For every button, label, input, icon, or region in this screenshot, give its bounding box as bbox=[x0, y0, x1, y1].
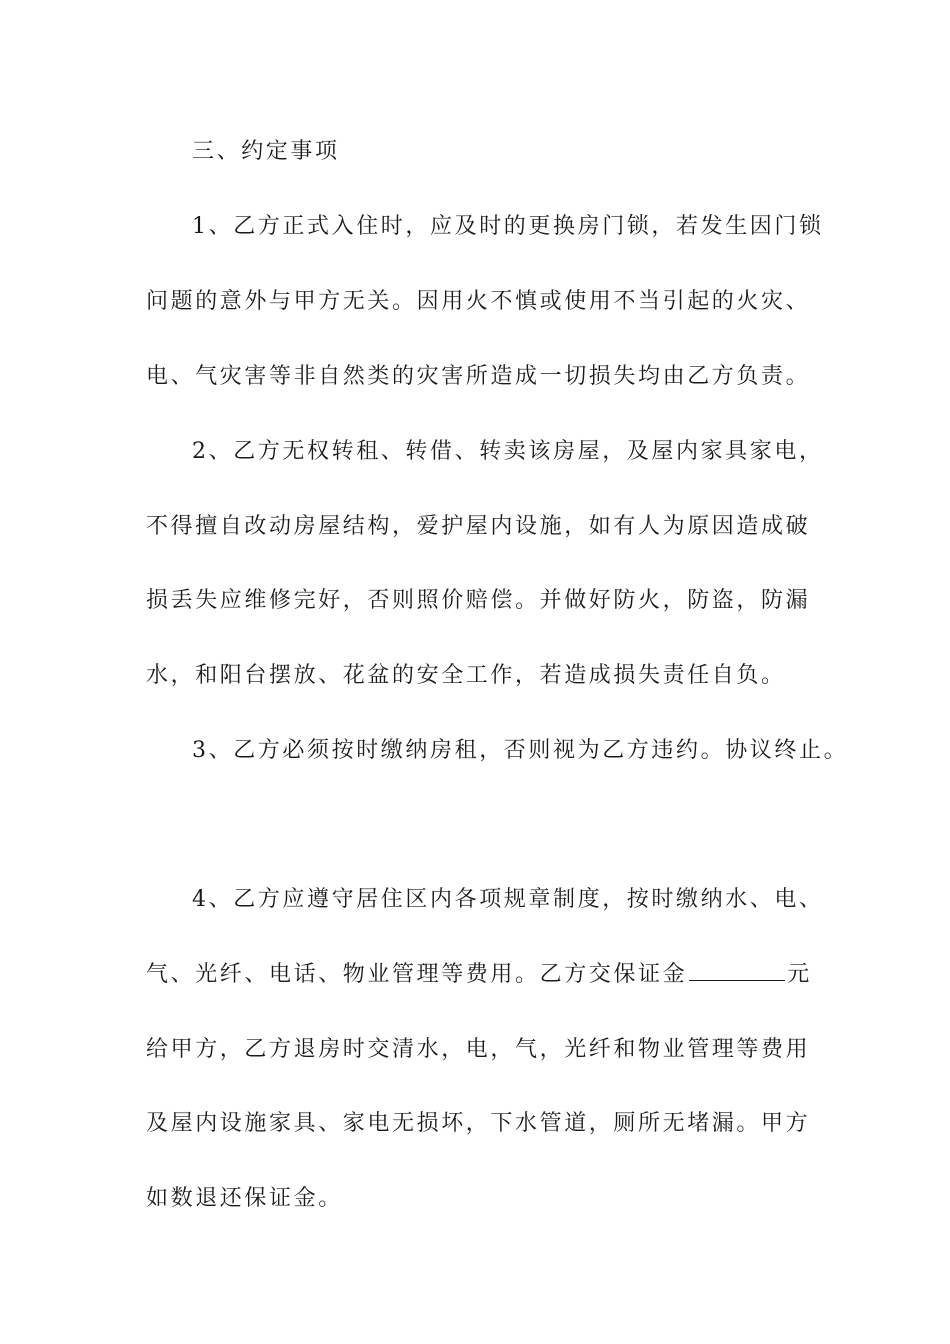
clause-2-line-2: 不得擅自改动房屋结构，爱护屋内设施，如有人为原因造成破 bbox=[146, 514, 811, 539]
clause-1-line-2: 问题的意外与甲方无关。因用火不慎或使用不当引起的火灾、 bbox=[146, 289, 811, 314]
clause-3-line-1: 3、乙方必须按时缴纳房租，否则视为乙方违约。协议终止。 bbox=[192, 738, 849, 763]
clause-4-line-5: 如数退还保证金。 bbox=[146, 1186, 343, 1211]
clause-2-line-4: 水，和阳台摆放、花盆的安全工作，若造成损失责任自负。 bbox=[146, 663, 786, 688]
deposit-amount-blank bbox=[689, 962, 785, 981]
section-heading: 三、约定事项 bbox=[192, 139, 340, 164]
clause-2-line-3: 损丢失应维修完好，否则照价赔偿。并做好防火，防盗，防漏 bbox=[146, 588, 811, 613]
clause-1-line-1: 1、乙方正式入住时，应及时的更换房门锁，若发生因门锁 bbox=[192, 214, 824, 239]
clause-1-line-3: 电、气灾害等非自然类的灾害所造成一切损失均由乙方负责。 bbox=[146, 364, 811, 389]
clause-2-line-1: 2、乙方无权转租、转借、转卖该房屋，及屋内家具家电， bbox=[192, 439, 824, 464]
clause-4-line-1: 4、乙方应遵守居住区内各项规章制度，按时缴纳水、电、 bbox=[192, 887, 824, 912]
clause-4-line-4: 及屋内设施家具、家电无损坏，下水管道，厕所无堵漏。甲方 bbox=[146, 1111, 811, 1136]
clause-4-line-3: 给甲方，乙方退房时交清水，电，气，光纤和物业管理等费用 bbox=[146, 1037, 811, 1062]
currency-unit: 元 bbox=[787, 962, 812, 987]
clause-4-line-2-text: 气、光纤、电话、物业管理等费用。乙方交保证金 bbox=[146, 962, 688, 987]
clause-4-line-2 bbox=[146, 960, 812, 990]
